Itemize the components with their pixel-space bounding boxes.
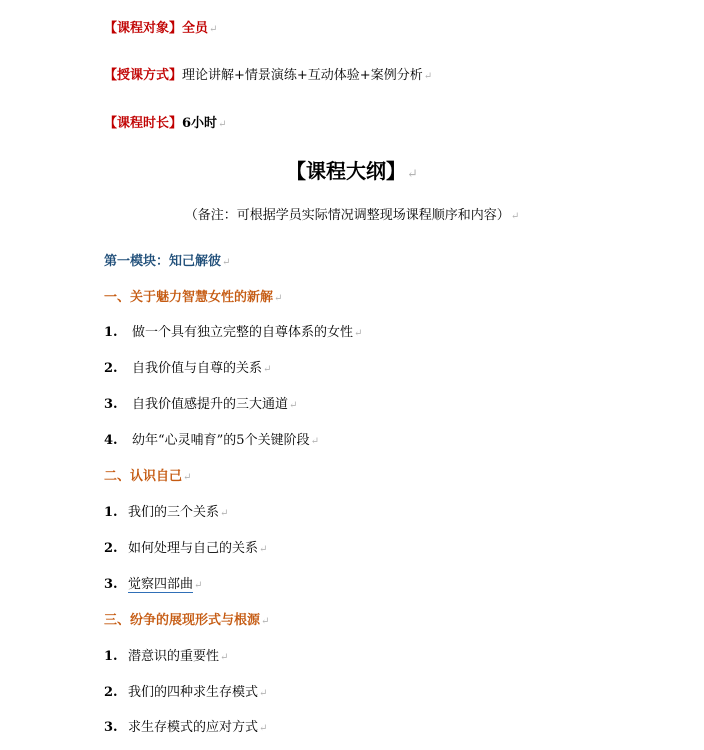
list-item-text: 自我价值感提升的三大通道 <box>132 397 289 412</box>
paragraph-mark-icon: ↵ <box>289 400 298 411</box>
paragraph-mark-icon: ↵ <box>261 616 270 627</box>
paragraph-mark-icon: ↵ <box>510 211 520 222</box>
paragraph-mark-icon: ↵ <box>194 580 203 591</box>
list-item-number: 3. <box>104 577 118 592</box>
list-item-text: 我们的三个关系 <box>128 505 220 520</box>
paragraph-mark-icon: ↵ <box>407 167 418 182</box>
paragraph-mark-icon: ↵ <box>209 24 218 35</box>
section-heading <box>104 612 269 631</box>
paragraph-mark-icon: ↵ <box>220 652 229 663</box>
paragraph-mark-icon: ↵ <box>259 544 268 555</box>
duration-value: 6小时 <box>182 116 218 131</box>
method-label: 【授课方式】 <box>104 68 183 83</box>
paragraph-mark-icon: ↵ <box>259 688 268 699</box>
module-title-text: 第一模块：知己解彼 <box>104 254 222 269</box>
paragraph-mark-icon: ↵ <box>274 293 283 304</box>
course-duration <box>104 115 226 134</box>
outline-note-text: （备注：可根据学员实际情况调整现场课程顺序和内容） <box>184 208 510 223</box>
method-value: 理论讲解+情景演练+互动体验+案例分析 <box>182 68 423 83</box>
paragraph-mark-icon: ↵ <box>218 119 227 130</box>
list-item-number: 4. <box>104 433 118 448</box>
list-item-text: 自我价值与自尊的关系 <box>132 361 263 376</box>
section-heading-text: 一、关于魅力智慧女性的新解 <box>104 290 274 305</box>
list-item <box>104 576 202 595</box>
outline-title <box>0 158 704 188</box>
outline-title-text: 【课程大纲】 <box>286 159 407 183</box>
list-item-text: 我们的四种求生存模式 <box>128 685 259 700</box>
list-item-number: 3. <box>104 720 118 735</box>
paragraph-mark-icon: ↵ <box>263 364 272 375</box>
list-item-number: 1. <box>104 325 118 340</box>
paragraph-mark-icon: ↵ <box>183 472 192 483</box>
list-item-text: 如何处理与自己的关系 <box>128 541 259 556</box>
audience-value: 全员 <box>182 21 209 36</box>
list-item-number: 2. <box>104 361 118 376</box>
list-item <box>104 396 297 415</box>
list-item-text: 觉察四部曲 <box>128 577 194 592</box>
section-heading-text: 三、纷争的展现形式与根源 <box>104 613 261 628</box>
duration-label: 【课程时长】 <box>104 116 183 131</box>
list-item-text: 幼年“心灵哺育”的5个关键阶段 <box>132 433 310 448</box>
list-item-number: 2. <box>104 541 118 556</box>
outline-note <box>0 207 704 226</box>
section-heading <box>104 289 282 308</box>
list-item <box>104 324 362 343</box>
list-item-number: 1. <box>104 649 118 664</box>
list-item <box>104 432 319 451</box>
paragraph-mark-icon: ↵ <box>259 723 268 734</box>
list-item-number: 3. <box>104 397 118 412</box>
list-item <box>104 719 267 738</box>
section-heading-text: 二、认识自己 <box>104 469 183 484</box>
list-item <box>104 648 228 667</box>
paragraph-mark-icon: ↵ <box>423 71 433 82</box>
paragraph-mark-icon: ↵ <box>220 508 229 519</box>
list-item <box>104 540 267 559</box>
list-item-number: 2. <box>104 685 118 700</box>
list-item-number: 1. <box>104 505 118 520</box>
course-audience <box>104 20 217 39</box>
section-heading <box>104 468 191 487</box>
list-item-text: 潜意识的重要性 <box>128 649 220 664</box>
list-item <box>104 360 271 379</box>
paragraph-mark-icon: ↵ <box>222 257 231 268</box>
paragraph-mark-icon: ↵ <box>354 328 363 339</box>
audience-label: 【课程对象】 <box>104 21 183 36</box>
course-method <box>104 67 432 86</box>
list-item <box>104 504 228 523</box>
list-item-text: 求生存模式的应对方式 <box>128 720 259 735</box>
paragraph-mark-icon: ↵ <box>310 436 319 447</box>
module-title <box>104 253 230 272</box>
list-item <box>104 684 267 703</box>
list-item-text: 做一个具有独立完整的自尊体系的女性 <box>132 325 354 340</box>
